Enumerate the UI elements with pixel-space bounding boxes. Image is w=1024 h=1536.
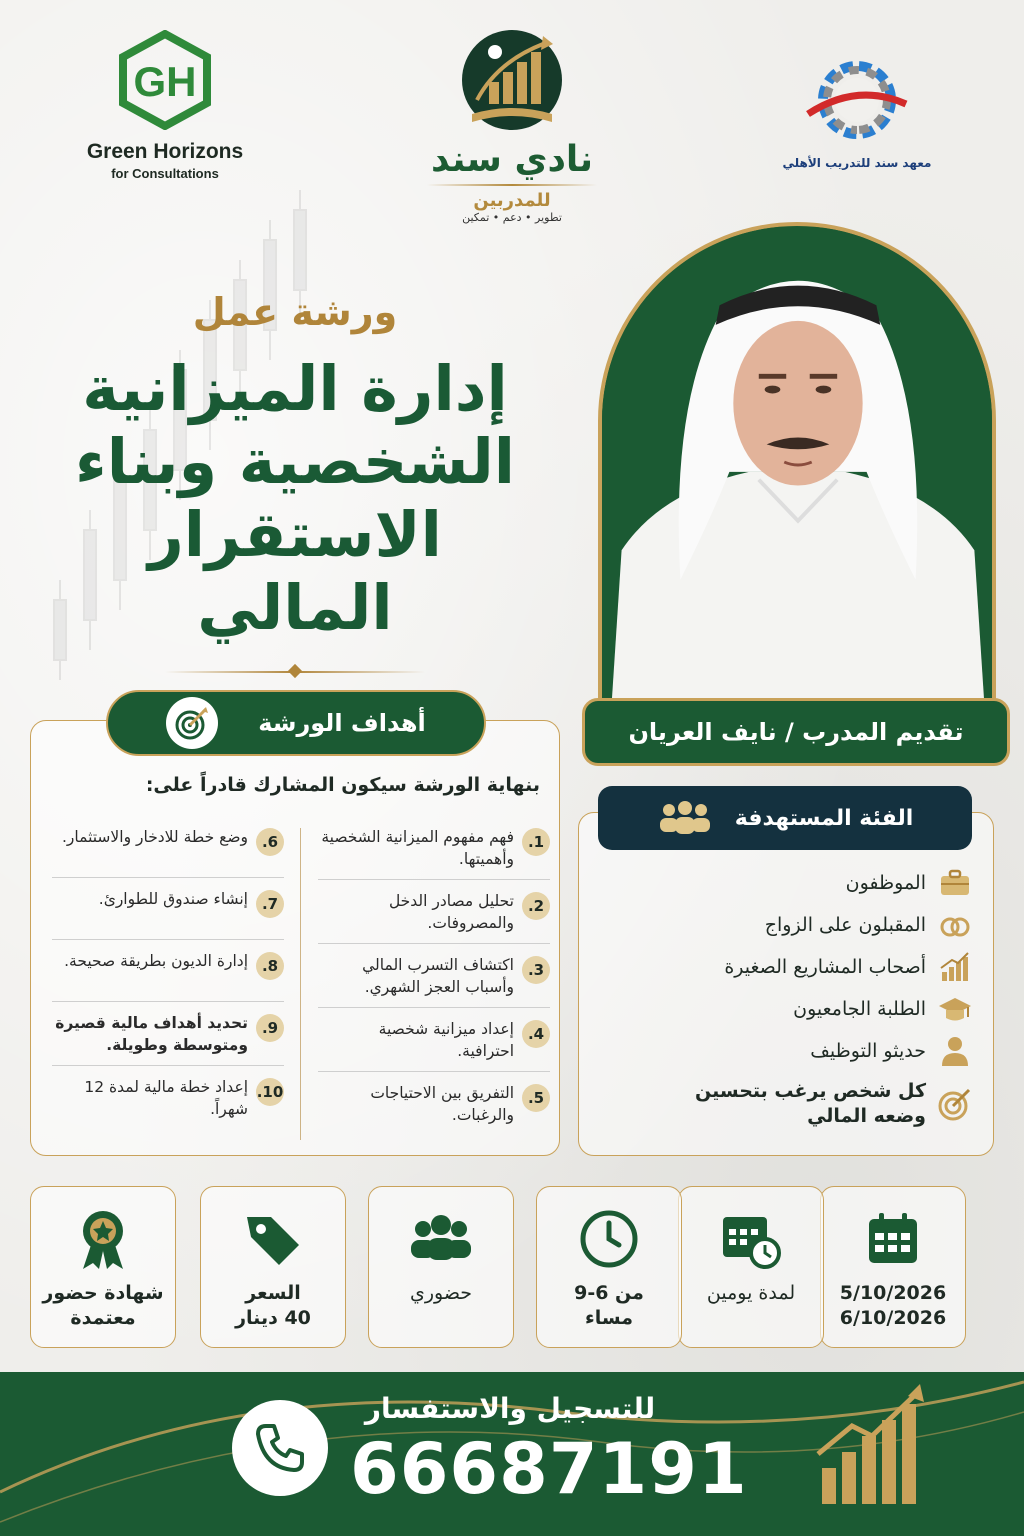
objective-number: 9.	[256, 1014, 284, 1042]
gh-mark-text: GH	[133, 58, 197, 105]
objective-text: إدارة الديون بطريقة صحيحة.	[64, 952, 248, 970]
calendar-icon	[861, 1207, 925, 1271]
phone-number[interactable]: 66687191	[350, 1428, 748, 1510]
objective-number: 10.	[256, 1078, 284, 1106]
objectives-column-left	[52, 822, 284, 1135]
target-group-label: كل شخص يرغب بتحسين وضعه المالي	[695, 1080, 926, 1127]
objective-text: التفريق بين الاحتياجات والرغبات.	[370, 1083, 514, 1125]
target-group-header	[598, 786, 972, 850]
target-icon	[166, 697, 218, 749]
objective-item	[318, 886, 550, 944]
objectives-header	[106, 690, 486, 756]
objective-text: إنشاء صندوق للطوارئ.	[98, 890, 248, 908]
title-line-1: إدارة الميزانية	[82, 352, 508, 425]
objective-item	[52, 1008, 284, 1066]
target-group-label: الموظفون	[845, 872, 926, 894]
gh-hexagon-icon	[115, 30, 215, 130]
certificate-badge-icon	[71, 1207, 135, 1271]
objective-text: إعداد خطة مالية لمدة 12 شهراً.	[84, 1077, 248, 1119]
person-icon	[938, 1034, 972, 1068]
club-logo	[412, 22, 612, 224]
objectives-title: أهداف الورشة	[258, 709, 426, 737]
club-tagline: تطوير • دعم • تمكين	[462, 211, 562, 224]
gh-subtitle: for Consultations	[111, 166, 219, 181]
phone-icon	[252, 1420, 308, 1476]
gear-icon	[802, 52, 912, 148]
group-icon	[409, 1207, 473, 1271]
objective-item	[52, 884, 284, 940]
price-tag-icon	[241, 1207, 305, 1271]
target-group-item	[600, 1072, 972, 1136]
objective-number: 1.	[522, 828, 550, 856]
objective-number: 8.	[256, 952, 284, 980]
title-line-3: الاستقرار المالي	[148, 498, 442, 645]
objective-number: 3.	[522, 956, 550, 984]
objective-text: اكتشاف التسرب المالي وأسباب العجز الشهري.	[362, 955, 514, 997]
group-icon	[657, 801, 713, 835]
objective-text: تحليل مصادر الدخل والمصروفات.	[388, 891, 514, 933]
growth-chart-icon	[812, 1378, 932, 1508]
time-card	[536, 1186, 682, 1348]
phone-button[interactable]	[232, 1400, 328, 1496]
objective-item	[318, 1014, 550, 1072]
club-divider	[427, 184, 597, 186]
target-group-item	[600, 946, 972, 988]
objective-text: تحديد أهداف مالية قصيرة ومتوسطة وطويلة.	[55, 1014, 248, 1055]
objective-item	[318, 1078, 550, 1135]
club-emblem-icon	[447, 22, 577, 142]
objective-item	[52, 822, 284, 878]
trainer-portrait-illustration	[602, 226, 992, 702]
target-group-item	[600, 1030, 972, 1072]
duration-text: لمدة يومين	[706, 1282, 796, 1304]
objective-text: وضع خطة للادخار والاستثمار.	[61, 828, 248, 846]
duration-card	[678, 1186, 824, 1348]
price-text: السعر 40 دينار	[235, 1282, 311, 1329]
calendar-clock-icon	[719, 1207, 783, 1271]
certificate-card	[30, 1186, 176, 1348]
workshop-label: ورشة عمل	[192, 290, 398, 334]
objective-text: إعداد ميزانية شخصية احترافية.	[378, 1019, 514, 1061]
objective-number: 7.	[256, 890, 284, 918]
target-group-label: المقبلون على الزواج	[764, 914, 926, 936]
target-group-label: حديثو التوظيف	[810, 1040, 926, 1062]
target-group-title: الفئة المستهدفة	[734, 805, 914, 831]
objectives-column-right	[318, 822, 550, 1141]
mode-text: حضوري	[409, 1282, 473, 1304]
mode-card	[368, 1186, 514, 1348]
target-group-item	[600, 904, 972, 946]
club-subtitle: للمدربين	[473, 190, 551, 211]
objective-number: 6.	[256, 828, 284, 856]
price-card	[200, 1186, 346, 1348]
briefcase-icon	[938, 866, 972, 900]
club-name: نادي سند	[431, 139, 593, 180]
registration-label: للتسجيل والاستفسار	[364, 1392, 656, 1425]
target-group-label: أصحاب المشاريع الصغيرة	[724, 956, 926, 978]
objective-item	[52, 946, 284, 1002]
gh-name: Green Horizons	[86, 140, 244, 163]
target-group-item	[600, 862, 972, 904]
target-group-label: الطلبة الجامعيون	[793, 998, 926, 1020]
trainer-caption: تقديم المدرب / نايف العريان	[582, 698, 1010, 766]
objectives-column-divider	[300, 828, 301, 1140]
dates-text: 5/10/2026 6/10/2026	[839, 1282, 947, 1329]
target-group-item	[600, 988, 972, 1030]
objective-number: 2.	[522, 892, 550, 920]
green-horizons-logo	[70, 30, 260, 181]
certificate-text: شهادة حضور معتمدة	[42, 1282, 164, 1329]
dates-card	[820, 1186, 966, 1348]
clock-icon	[577, 1207, 641, 1271]
objectives-intro: بنهاية الورشة سيكون المشارك قادراً على:	[145, 774, 540, 796]
workshop-title	[40, 352, 550, 645]
target-icon	[938, 1087, 972, 1121]
time-text: من 6-9 مساء	[574, 1282, 644, 1329]
title-divider	[165, 671, 425, 673]
growth-chart-icon	[938, 950, 972, 984]
sanad-institute-logo	[772, 52, 942, 170]
objective-number: 5.	[522, 1084, 550, 1112]
title-line-2: الشخصية وبناء	[75, 425, 515, 499]
target-group-list	[600, 862, 972, 1136]
objective-item	[318, 822, 550, 880]
workshop-title-block	[40, 290, 550, 673]
graduation-cap-icon	[938, 992, 972, 1026]
objective-item	[52, 1072, 284, 1129]
objective-text: فهم مفهوم الميزانية الشخصية وأهميتها.	[321, 828, 514, 869]
trainer-photo	[598, 222, 996, 706]
objective-item	[318, 950, 550, 1008]
objective-number: 4.	[522, 1020, 550, 1048]
sanad-name: معهد سند للتدريب الأهلي	[782, 156, 932, 170]
rings-icon	[938, 908, 972, 942]
